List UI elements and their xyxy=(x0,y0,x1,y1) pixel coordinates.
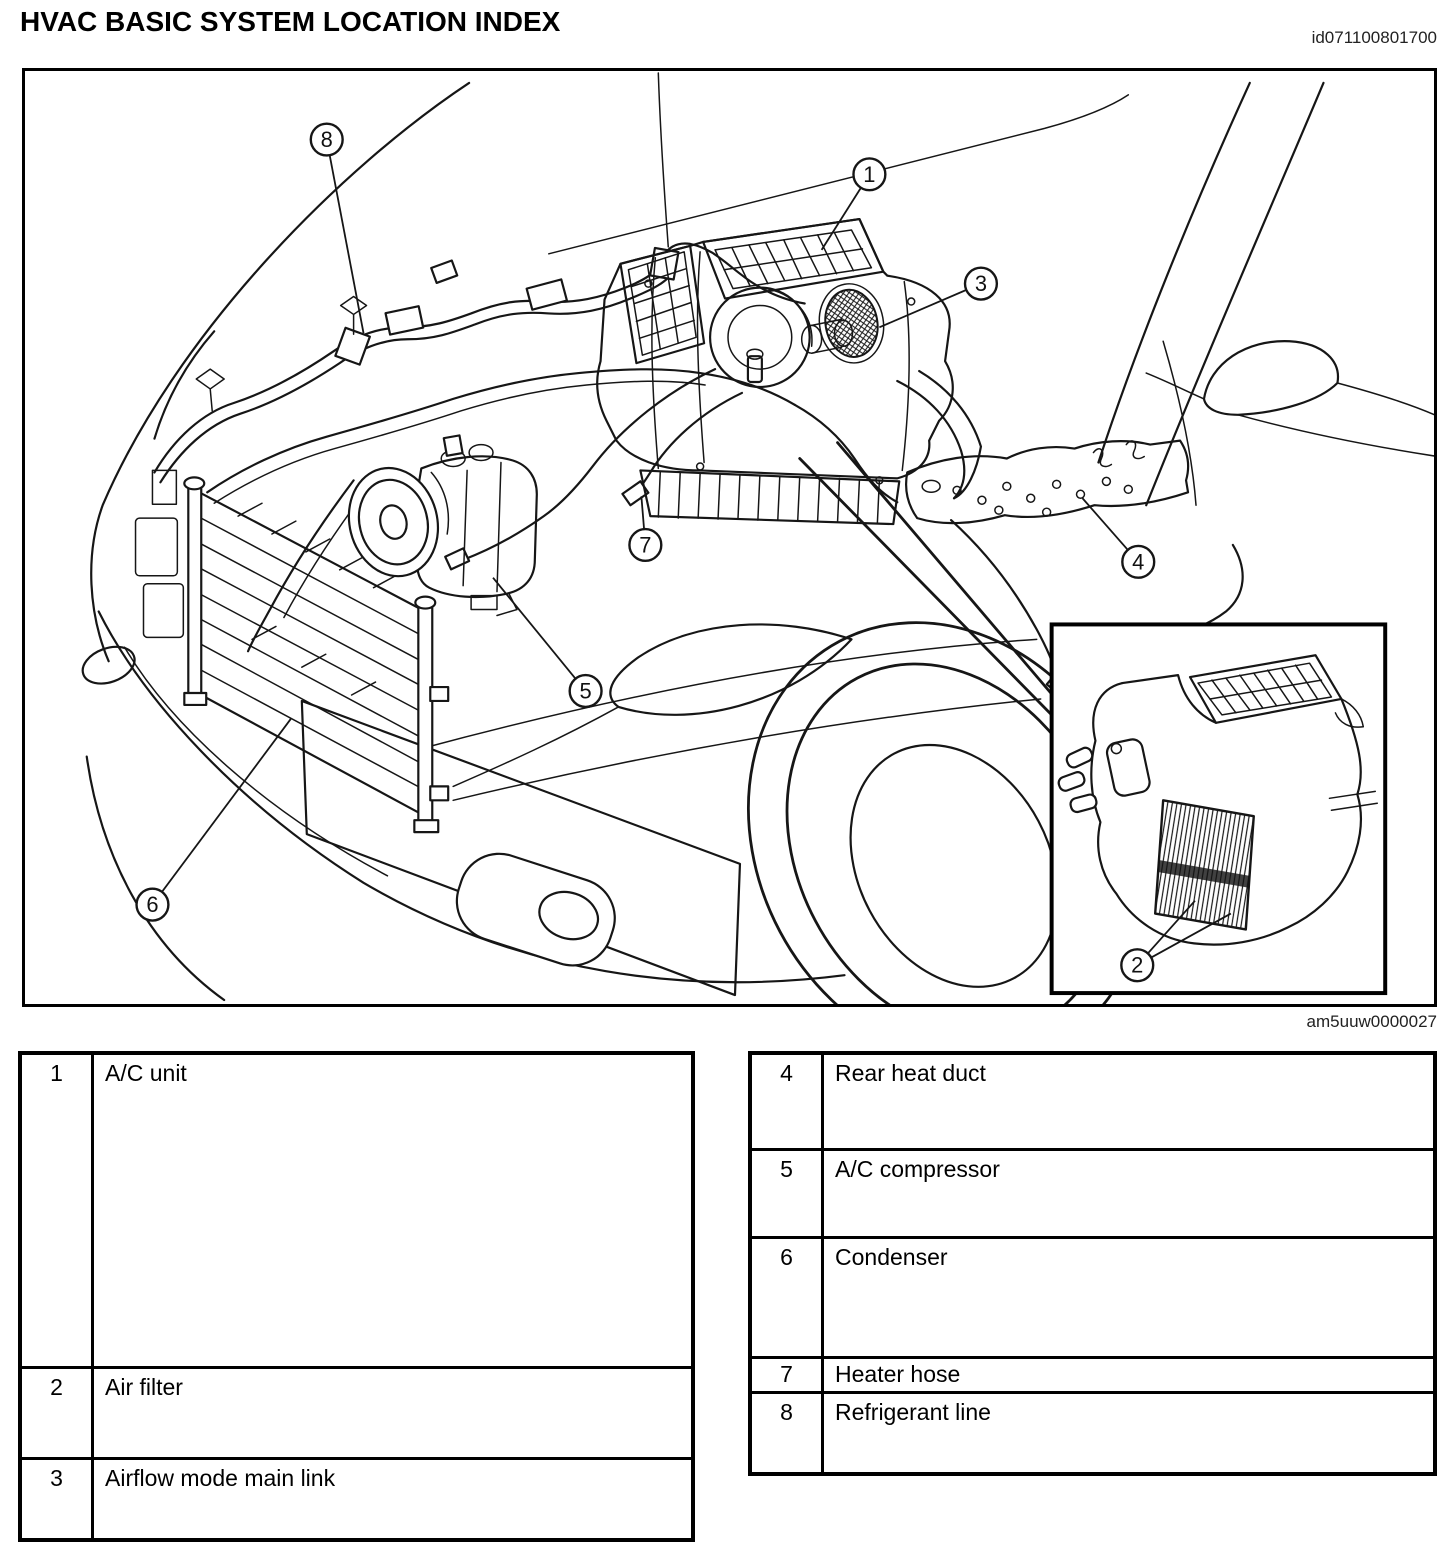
part-number: 3 xyxy=(22,1460,94,1542)
part-row-6 xyxy=(752,1236,1433,1356)
part-name: A/C compressor xyxy=(835,1156,1000,1182)
part-row-3 xyxy=(22,1457,691,1542)
part-name: Condenser xyxy=(835,1244,948,1270)
part-name: A/C unit xyxy=(105,1060,187,1086)
callout-number: 4 xyxy=(1132,549,1145,575)
figure-code: am5uuw0000027 xyxy=(1306,1012,1437,1031)
callout-number: 6 xyxy=(146,892,159,918)
hvac-location-diagram xyxy=(22,68,1437,1007)
part-row-7 xyxy=(752,1356,1433,1391)
part-row-2 xyxy=(22,1366,691,1457)
rear-heat-duct xyxy=(906,441,1188,523)
part-number: 1 xyxy=(22,1055,94,1366)
ac-compressor xyxy=(338,435,537,615)
part-number: 5 xyxy=(752,1151,824,1236)
part-number: 8 xyxy=(752,1394,824,1476)
inset-pointer-lines xyxy=(800,443,1052,715)
part-row-1 xyxy=(22,1055,691,1366)
parts-table-left xyxy=(18,1051,695,1542)
part-name: Rear heat duct xyxy=(835,1060,986,1086)
part-row-4 xyxy=(752,1055,1433,1148)
ac-unit xyxy=(597,219,981,524)
part-row-5 xyxy=(752,1148,1433,1236)
part-name: Heater hose xyxy=(835,1361,961,1387)
callout-leader-6 xyxy=(152,719,290,905)
doc-id: id071100801700 xyxy=(1311,28,1437,47)
callout-number: 5 xyxy=(579,678,592,704)
parts-table-right xyxy=(748,1051,1437,1476)
part-row-8 xyxy=(752,1391,1433,1476)
callout-number: 8 xyxy=(320,127,333,153)
callout-number: 3 xyxy=(974,271,988,297)
callout-number: 2 xyxy=(1131,952,1144,978)
callout-leader-5 xyxy=(493,578,586,691)
part-number: 4 xyxy=(752,1055,824,1148)
part-name: Refrigerant line xyxy=(835,1399,991,1425)
part-number: 2 xyxy=(22,1369,94,1457)
callout-number: 1 xyxy=(863,161,876,187)
page-title: HVAC BASIC SYSTEM LOCATION INDEX xyxy=(20,6,561,37)
callout-number: 7 xyxy=(639,532,652,558)
part-name: Airflow mode main link xyxy=(105,1465,336,1491)
part-number: 6 xyxy=(752,1239,824,1356)
inset-detail-box xyxy=(1052,624,1386,993)
part-number: 7 xyxy=(752,1359,824,1391)
vehicle-line-art xyxy=(25,71,1434,1004)
part-name: Air filter xyxy=(105,1374,183,1400)
